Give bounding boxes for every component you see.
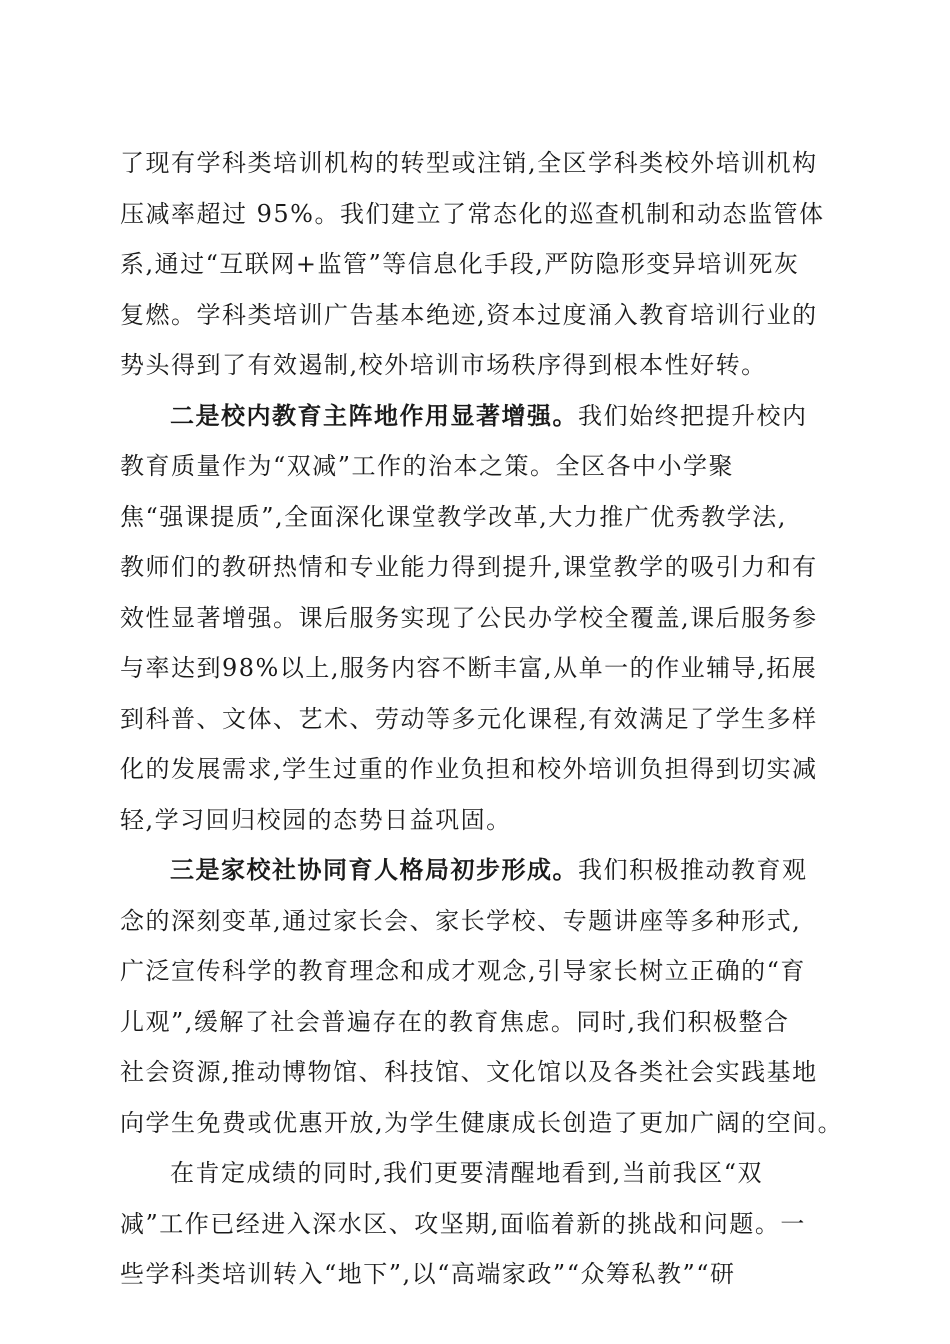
text-line: 效性显著增强。课后服务实现了公民办学校全覆盖,课后服务参 — [120, 603, 818, 632]
text-line: 广泛宣传科学的教育理念和成才观念,引导家长树立正确的“育 — [120, 957, 806, 985]
text-line: 势头得到了有效遏制,校外培训市场秩序得到根本性好转。 — [120, 351, 767, 379]
paragraph-heading-line: 三是家校社协同育人格局初步形成。我们积极推动教育观 — [170, 855, 808, 884]
document-body — [120, 138, 844, 1300]
text-line: 儿观”,缓解了社会普遍存在的教育焦虑。同时,我们积极整合 — [120, 1007, 790, 1036]
text-line: 与率达到98%以上,服务内容不断丰富,从单一的作业辅导,拓展 — [120, 654, 818, 682]
text-line: 焦“强课提质”,全面深化课堂教学改革,大力推广优秀教学法, — [120, 502, 787, 531]
text-line: 教师们的教研热情和专业能力得到提升,课堂教学的吸引力和有 — [120, 553, 818, 581]
text-line: 向学生免费或优惠开放,为学生健康成长创造了更加广阔的空间。 — [120, 1108, 844, 1137]
paragraph-lead: 二是校内教育主阵地作用显著增强。 — [170, 400, 578, 430]
text-line: 到科普、文体、艺术、劳动等多元化课程,有效满足了学生多样 — [120, 704, 818, 733]
paragraph-lead: 三是家校社协同育人格局初步形成。 — [170, 855, 578, 884]
paragraph-start-line: 在肯定成绩的同时,我们更要清醒地看到,当前我区“双 — [170, 1159, 764, 1187]
text-line: 系,通过“互联网+监管”等信息化手段,严防隐形变异培训死灰 — [120, 250, 800, 278]
text-line: 轻,学习回归校园的态势日益巩固。 — [120, 805, 512, 834]
text-line: 社会资源,推动博物馆、科技馆、文化馆以及各类社会实践基地 — [120, 1058, 818, 1086]
text-line: 压减率超过 95%。我们建立了常态化的巡查机制和动态监管体 — [120, 199, 825, 228]
text-line: 减”工作已经进入深水区、攻坚期,面临着新的挑战和问题。一 — [120, 1209, 806, 1238]
text-line: 复燃。学科类培训广告基本绝迹,资本过度涌入教育培训行业的 — [120, 300, 818, 329]
text-line: 了现有学科类培训机构的转型或注销,全区学科类校外培训机构 — [120, 149, 818, 177]
text-line: 念的深刻变革,通过家长会、家长学校、专题讲座等多种形式, — [120, 906, 802, 935]
paragraph-heading-line: 二是校内教育主阵地作用显著增强。我们始终把提升校内 — [170, 400, 808, 430]
text-line: 教育质量作为“双减”工作的治本之策。全区各中小学聚 — [120, 452, 735, 480]
text-line: 些学科类培训转入“地下”,以“高端家政”“众筹私教”“研 — [120, 1260, 736, 1288]
text-line: 化的发展需求,学生过重的作业负担和校外培训负担得到切实减 — [120, 755, 818, 783]
